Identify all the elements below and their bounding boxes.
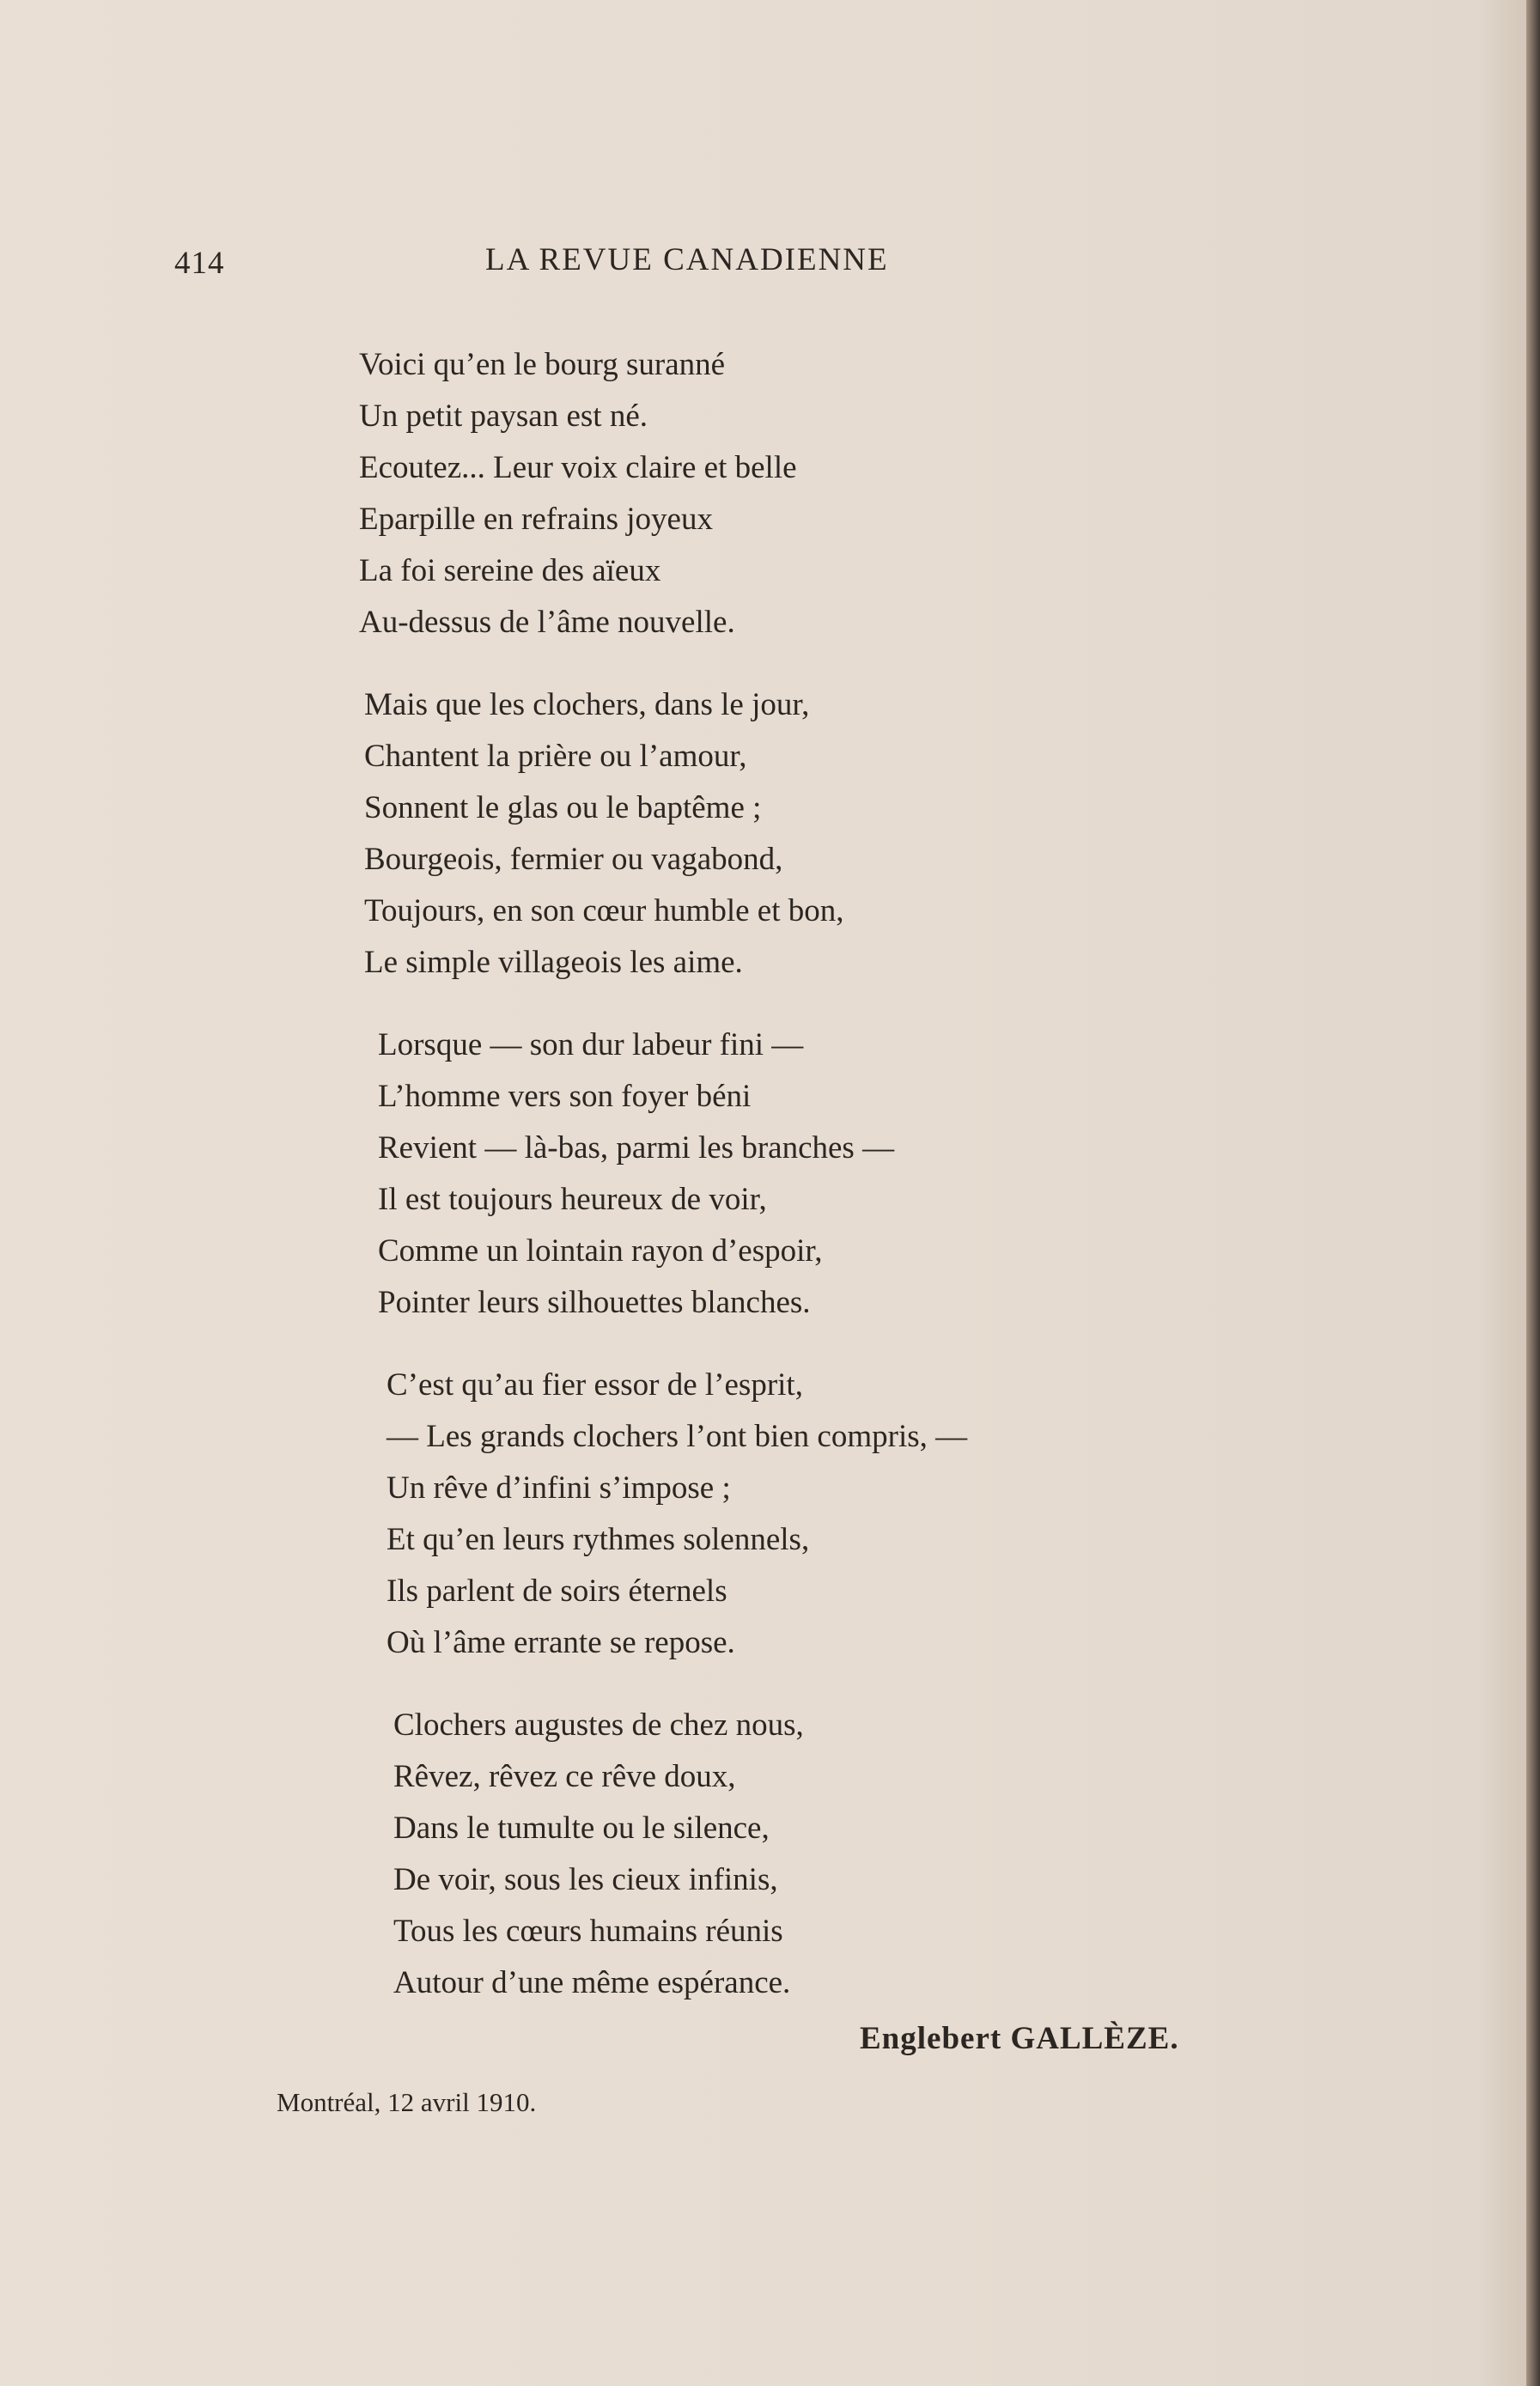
poem-line: Où l’âme errante se repose.	[387, 1625, 735, 1660]
poem-line: Lorsque — son dur labeur fini —	[378, 1027, 804, 1062]
stanza-4	[387, 1360, 1218, 1669]
stanza-3	[378, 1020, 1218, 1329]
poem-line: Au-dessus de l’âme nouvelle.	[359, 605, 735, 640]
poem-line: C’est qu’au fier essor de l’esprit,	[387, 1367, 803, 1403]
page-number: 414	[174, 246, 225, 281]
poem-line: L’homme vers son foyer béni	[378, 1079, 752, 1114]
journal-title: LA REVUE CANADIENNE	[485, 242, 889, 277]
poem-line: — Les grands clochers l’ont bien compris, —	[387, 1419, 968, 1454]
poem-line: Mais que les clochers, dans le jour,	[364, 687, 810, 722]
poem-line: Revient — là-bas, parmi les branches —	[378, 1130, 895, 1166]
poem-line: De voir, sous les cieux infinis,	[393, 1862, 778, 1897]
poem-line: Tous les cœurs humains réunis	[393, 1914, 783, 1949]
poem-line: Eparpille en refrains joyeux	[359, 502, 713, 537]
poem-line: Voici qu’en le bourg suranné	[359, 347, 726, 382]
stanza-2	[364, 679, 1218, 989]
dateline: Montréal, 12 avril 1910.	[277, 2087, 537, 2117]
running-header	[0, 242, 1540, 281]
poem-line: Pointer leurs silhouettes blanches.	[378, 1285, 811, 1320]
poem-line: Clochers augustes de chez nous,	[393, 1707, 804, 1743]
poem-line: Il est toujours heureux de voir,	[378, 1182, 767, 1217]
poem-line: Bourgeois, fermier ou vagabond,	[364, 842, 783, 877]
poem-line: Et qu’en leurs rythmes solennels,	[387, 1522, 810, 1557]
poem-line: Chantent la prière ou l’amour,	[364, 739, 747, 774]
poem-line: Comme un lointain rayon d’espoir,	[378, 1233, 823, 1269]
poem-line: Autour d’une même espérance.	[393, 1965, 791, 2000]
poem-line: Un rêve d’infini s’impose ;	[387, 1470, 731, 1506]
page-edge-shadow	[1526, 0, 1540, 2386]
poem-line: Dans le tumulte ou le silence,	[393, 1811, 770, 1846]
poem-line: Ecoutez... Leur voix claire et belle	[359, 450, 797, 485]
stanza-1	[359, 339, 1218, 648]
poem-line: La foi sereine des aïeux	[359, 553, 661, 588]
poem	[359, 339, 1218, 2040]
poem-line: Le simple villageois les aime.	[364, 945, 743, 980]
poem-line: Ils parlent de soirs éternels	[387, 1573, 727, 1609]
author-signature: Englebert GALLÈZE.	[860, 2021, 1179, 2056]
poem-line: Un petit paysan est né.	[359, 399, 648, 434]
stanza-5	[393, 1700, 1218, 2009]
poem-line: Rêvez, rêvez ce rêve doux,	[393, 1759, 736, 1794]
poem-line: Toujours, en son cœur humble et bon,	[364, 893, 844, 928]
poem-line: Sonnent le glas ou le baptême ;	[364, 790, 762, 825]
